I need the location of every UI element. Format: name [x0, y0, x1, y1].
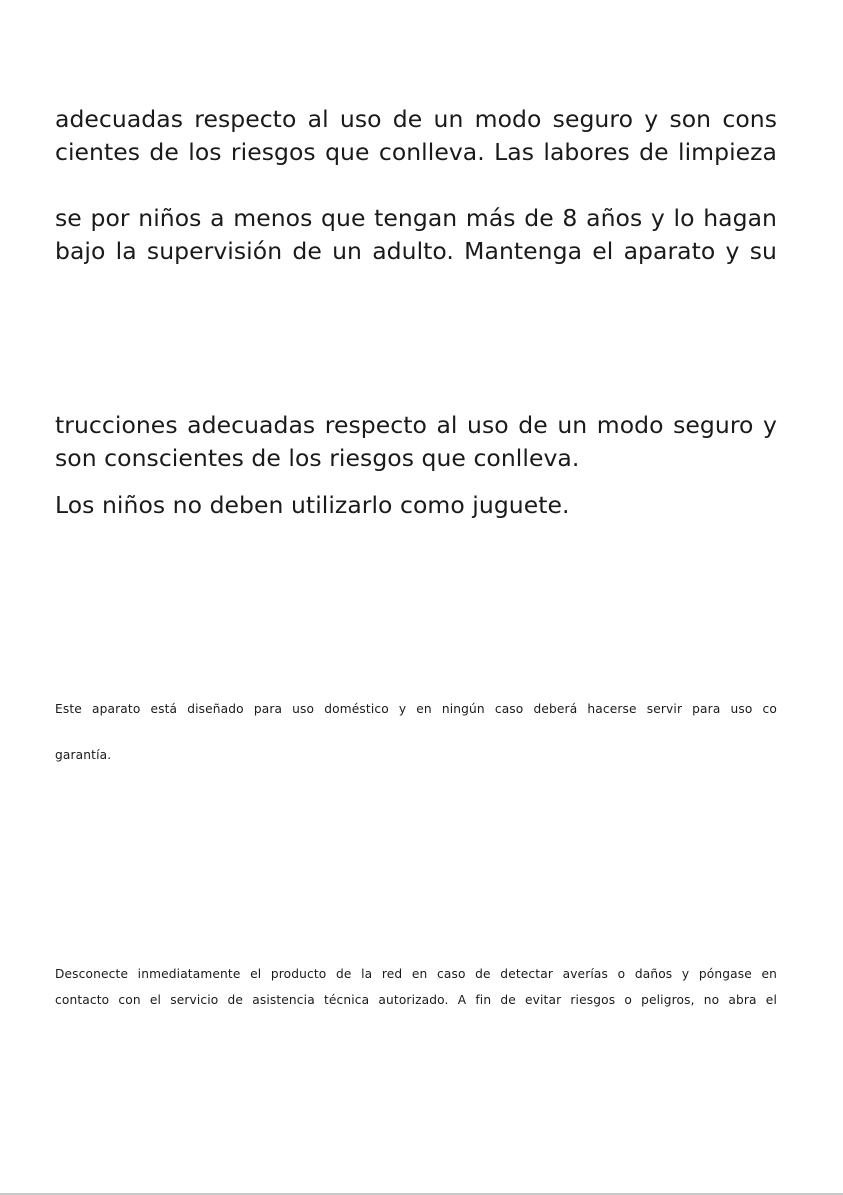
text-line: Este aparato está diseñado para uso doméstico y en ningún caso deberá hacerse servir para uso co	[55, 702, 777, 716]
text-line: se por niños a menos que tengan más de 8 años y lo hagan	[55, 204, 777, 232]
text-line: Los niños no deben utilizarlo como juguete.	[55, 491, 570, 519]
text-line: contacto con el servicio de asistencia técnica autorizado. A fin de evitar riesgos o peligros, no abra el	[55, 993, 777, 1007]
text-line: garantía.	[55, 748, 112, 762]
text-line: cientes de los riesgos que conlleva. Las labores de limpieza	[55, 138, 777, 166]
text-line: Desconecte inmediatamente el producto de la red en caso de detectar averías o daños y póngase en	[55, 967, 777, 981]
text-line: son conscientes de los riesgos que conlleva.	[55, 444, 580, 472]
text-line: bajo la supervisión de un adulto. Mantenga el aparato y su	[55, 237, 777, 265]
text-line: trucciones adecuadas respecto al uso de un modo seguro y	[55, 411, 777, 439]
text-line: adecuadas respecto al uso de un modo seguro y son cons	[55, 105, 777, 133]
